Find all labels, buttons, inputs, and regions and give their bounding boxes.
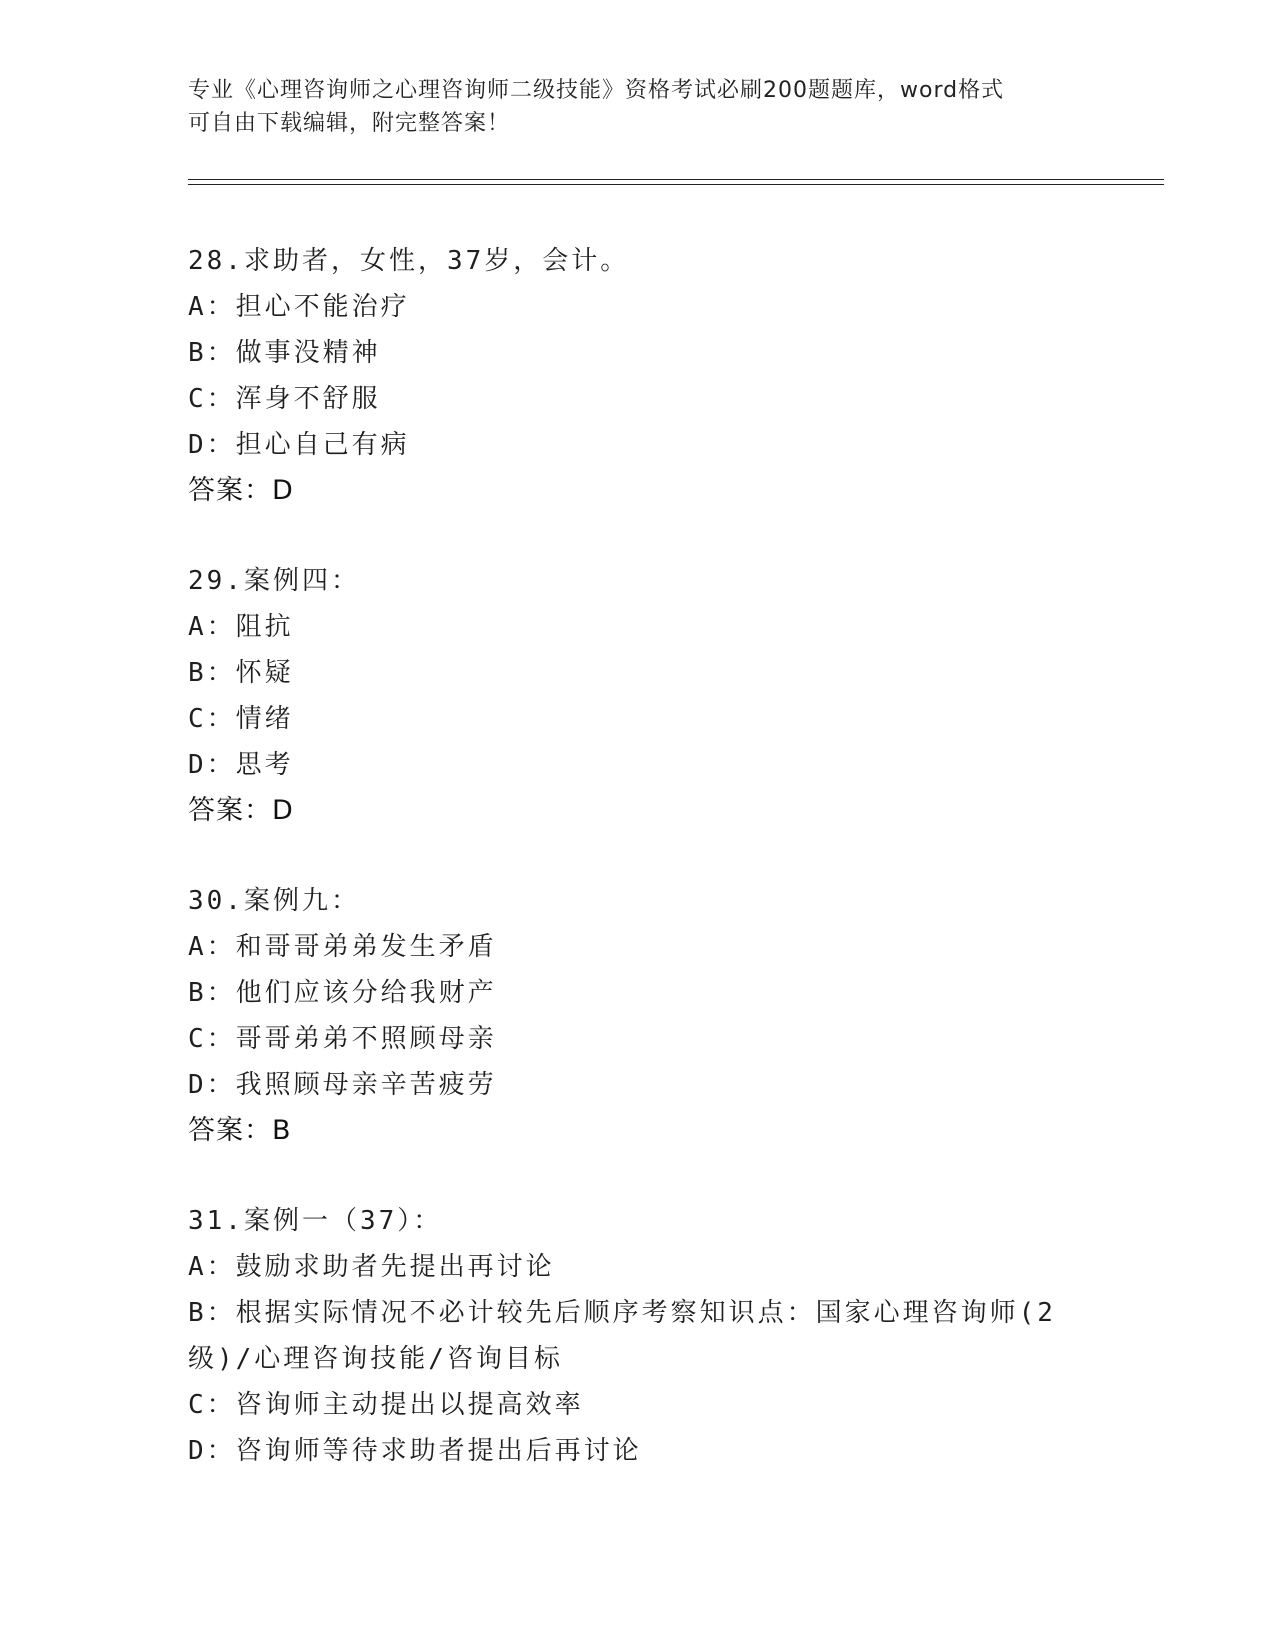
- option-c: C：情绪: [188, 704, 294, 734]
- option-d: D：咨询师等待求助者提出后再讨论: [188, 1436, 642, 1466]
- option-a: A：担心不能治疗: [188, 292, 410, 322]
- question-28: [188, 238, 1088, 514]
- answer-line: 答案：D: [188, 795, 294, 826]
- header-title-line-2: 可自由下载编辑，附完整答案！: [188, 111, 511, 136]
- question-stem: 28.求助者，女性，37岁，会计。: [188, 246, 630, 276]
- question-stem: 29.案例四：: [188, 566, 360, 596]
- question-29: [188, 558, 1088, 834]
- option-a: A：阻抗: [188, 612, 294, 642]
- header-title-line-1: 专业《心理咨询师之心理咨询师二级技能》资格考试必刷200题题库，word格式: [188, 78, 1005, 103]
- header-divider-top: [188, 179, 1164, 180]
- question-31: [188, 1198, 1088, 1474]
- answer-line: 答案：B: [188, 1115, 292, 1146]
- option-d: D：担心自己有病: [188, 430, 410, 460]
- option-a: A：鼓励求助者先提出再讨论: [188, 1252, 555, 1282]
- option-c: C：浑身不舒服: [188, 384, 381, 414]
- option-c: C：哥哥弟弟不照顾母亲: [188, 1024, 497, 1054]
- question-30: [188, 878, 1088, 1154]
- document-header: [188, 74, 1088, 140]
- option-b: B：做事没精神: [188, 338, 381, 368]
- answer-line: 答案：D: [188, 475, 294, 506]
- header-divider-bottom: [188, 184, 1164, 185]
- option-a: A：和哥哥弟弟发生矛盾: [188, 932, 497, 962]
- option-b: B：怀疑: [188, 658, 294, 688]
- question-stem: 31.案例一（37）：: [188, 1206, 443, 1236]
- option-d: D：思考: [188, 750, 294, 780]
- option-c: C：咨询师主动提出以提高效率: [188, 1390, 584, 1420]
- question-stem: 30.案例九：: [188, 886, 360, 916]
- option-b: B：他们应该分给我财产: [188, 978, 497, 1008]
- question-list: [188, 238, 1088, 1518]
- option-b: B：根据实际情况不必计较先后顺序考察知识点：国家心理咨询师(2级)/心理咨询技能/咨询目标: [188, 1298, 1056, 1374]
- option-d: D：我照顾母亲辛苦疲劳: [188, 1070, 497, 1100]
